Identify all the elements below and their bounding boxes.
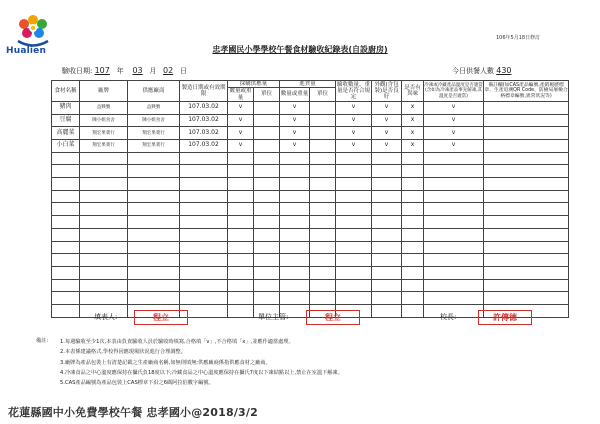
empty-row <box>52 190 569 203</box>
supervisor-stamp: 程立 <box>306 310 360 325</box>
receiver-label: 填表人: <box>94 313 118 321</box>
cell-u1 <box>254 140 280 153</box>
cell-c4: v <box>424 127 484 140</box>
cell-date: 107.03.02 <box>180 140 228 153</box>
header-ingredient: 食材名稱 <box>52 81 80 102</box>
cell-brand: 翔宏果菜行 <box>80 140 128 153</box>
header-qty: 數量或重量 <box>229 88 252 101</box>
form-title: 忠孝國民小學學校午餐食材驗收紀錄表(自設廚房) <box>212 45 388 54</box>
note-item: 3.廠牌為產品包裝上有清楚記載之生產廠商名稱,如無則填無;供應廠商係指供應食材之廠商。 <box>60 359 271 366</box>
cell-q1: v <box>228 140 254 153</box>
header-supplier: 供應廠商 <box>128 81 180 102</box>
header-brand: 廠牌 <box>80 81 128 102</box>
cell-note <box>484 140 569 153</box>
cell-q2: v <box>280 101 310 114</box>
cell-note <box>484 114 569 127</box>
header-remarks: 備註欄(如CAS產品編號,產銷履歷標章、生產追溯QR Code、防檢局屠檢合格標章編號,異常狀況等) <box>484 81 569 102</box>
cell-u2 <box>310 101 336 114</box>
cell-supplier: 陳小姐食舍 <box>128 114 180 127</box>
footer-caption: 花蓮縣國中小免費學校午餐 忠孝國小@2018/3/2 <box>8 406 258 419</box>
table-row <box>52 101 569 114</box>
cell-note <box>484 101 569 114</box>
header-odor: 是否有異味 <box>402 81 424 102</box>
cell-q1: v <box>228 114 254 127</box>
cell-q2: v <box>280 127 310 140</box>
cell-brand: 益興號 <box>80 101 128 114</box>
cell-c4: v <box>424 140 484 153</box>
cell-brand: 翔宏果菜行 <box>80 127 128 140</box>
table-row <box>52 140 569 153</box>
principal-stamp: 許傳德 <box>478 310 532 325</box>
cell-c1: v <box>336 101 372 114</box>
cell-c1: v <box>336 140 372 153</box>
header-unit: 單位 <box>254 88 280 102</box>
servings-count: 今日供餐人數 430 <box>452 66 512 75</box>
inspection-table <box>51 80 569 318</box>
header-inspect-qty: 驗收數量、重量是否符合規定 <box>337 81 371 101</box>
cell-date: 107.03.02 <box>180 127 228 140</box>
header-cold-temp: 冷凍或冷藏產品溫度是否適當(含如為冷凍產品事先解凍,其溫度是否適當) <box>424 81 484 102</box>
inspection-date: 驗收日期: 107 年 03 月 02 日 <box>62 66 187 75</box>
empty-row <box>52 292 569 305</box>
cell-brand: 陳小姐食舍 <box>80 114 128 127</box>
empty-row <box>52 254 569 267</box>
cell-supplier: 翔宏果菜行 <box>128 140 180 153</box>
supervisor-label: 單位主管: <box>258 313 289 321</box>
cell-date: 107.03.02 <box>180 101 228 114</box>
cell-supplier: 益興號 <box>128 101 180 114</box>
cell-u2 <box>310 114 336 127</box>
empty-row <box>52 279 569 292</box>
note-item: 1.每週驗收至少1次,本表由負責驗收人員於驗收時填寫,合格填「v」,不合格填「x」,並應作適當處理。 <box>60 339 294 345</box>
header-purchase-qty: 採購供應量 <box>228 81 280 88</box>
cell-note <box>484 127 569 140</box>
cell-c3: x <box>402 127 424 140</box>
cell-q1: v <box>228 101 254 114</box>
receiver-stamp: 程立 <box>134 310 188 325</box>
cell-c3: x <box>402 101 424 114</box>
cell-u2 <box>310 127 336 140</box>
cell-q2: v <box>280 114 310 127</box>
header-mfg-date: 製造日期或有效期限 <box>180 81 228 102</box>
cell-c2: v <box>372 127 402 140</box>
cell-u2 <box>310 140 336 153</box>
notes-list <box>60 337 343 388</box>
cell-c3: x <box>402 114 424 127</box>
cell-c1: v <box>336 127 372 140</box>
cell-name: 小白菜 <box>52 140 80 153</box>
principal-label: 校長: <box>440 313 457 321</box>
empty-row <box>52 266 569 279</box>
note-item: 2.本表係建議格式,學校得因應現場狀況進行合理調整。 <box>60 349 186 356</box>
header-appearance: 外觀(含包裝)是否良好 <box>372 81 402 102</box>
empty-row <box>52 203 569 216</box>
cell-name: 豬肉 <box>52 101 80 114</box>
cell-c3: x <box>402 140 424 153</box>
empty-row <box>52 241 569 254</box>
header-unit2: 單位 <box>310 88 336 102</box>
empty-row <box>52 152 569 165</box>
cell-u1 <box>254 101 280 114</box>
cell-c2: v <box>372 101 402 114</box>
cell-c4: v <box>424 114 484 127</box>
cell-c2: v <box>372 114 402 127</box>
note-item: 5.CAS產品編號為產品包裝上CAS標章下沿之6碼阿拉伯數字編號。 <box>60 380 214 387</box>
table-row <box>52 127 569 140</box>
cell-u1 <box>254 114 280 127</box>
empty-row <box>52 165 569 178</box>
logo-text: Hualien <box>6 46 47 56</box>
cell-c1: v <box>336 114 372 127</box>
header-qty2: 數量或重量 <box>280 88 310 102</box>
revised-date: 106年5月18日修訂 <box>496 35 541 41</box>
cell-supplier: 翔宏果菜行 <box>128 127 180 140</box>
empty-row <box>52 216 569 229</box>
empty-row <box>52 228 569 241</box>
cell-date: 107.03.02 <box>180 114 228 127</box>
cell-c2: v <box>372 140 402 153</box>
table-row <box>52 114 569 127</box>
cell-q2: v <box>280 140 310 153</box>
header-arrival-qty: 進貨量 <box>280 81 336 88</box>
cell-u1 <box>254 127 280 140</box>
cell-name: 高麗菜 <box>52 127 80 140</box>
note-item: 4.冷凍食品之中心溫度應保持在攝氏負18度以下;冷藏食品之中心溫度應保持在攝氏7度以下凍結點以上,禁止在室溫下解凍。 <box>60 369 343 376</box>
notes-label: 備註: <box>36 338 49 344</box>
cell-c4: v <box>424 101 484 114</box>
cell-q1: v <box>228 127 254 140</box>
cell-name: 豆腐 <box>52 114 80 127</box>
empty-row <box>52 178 569 191</box>
